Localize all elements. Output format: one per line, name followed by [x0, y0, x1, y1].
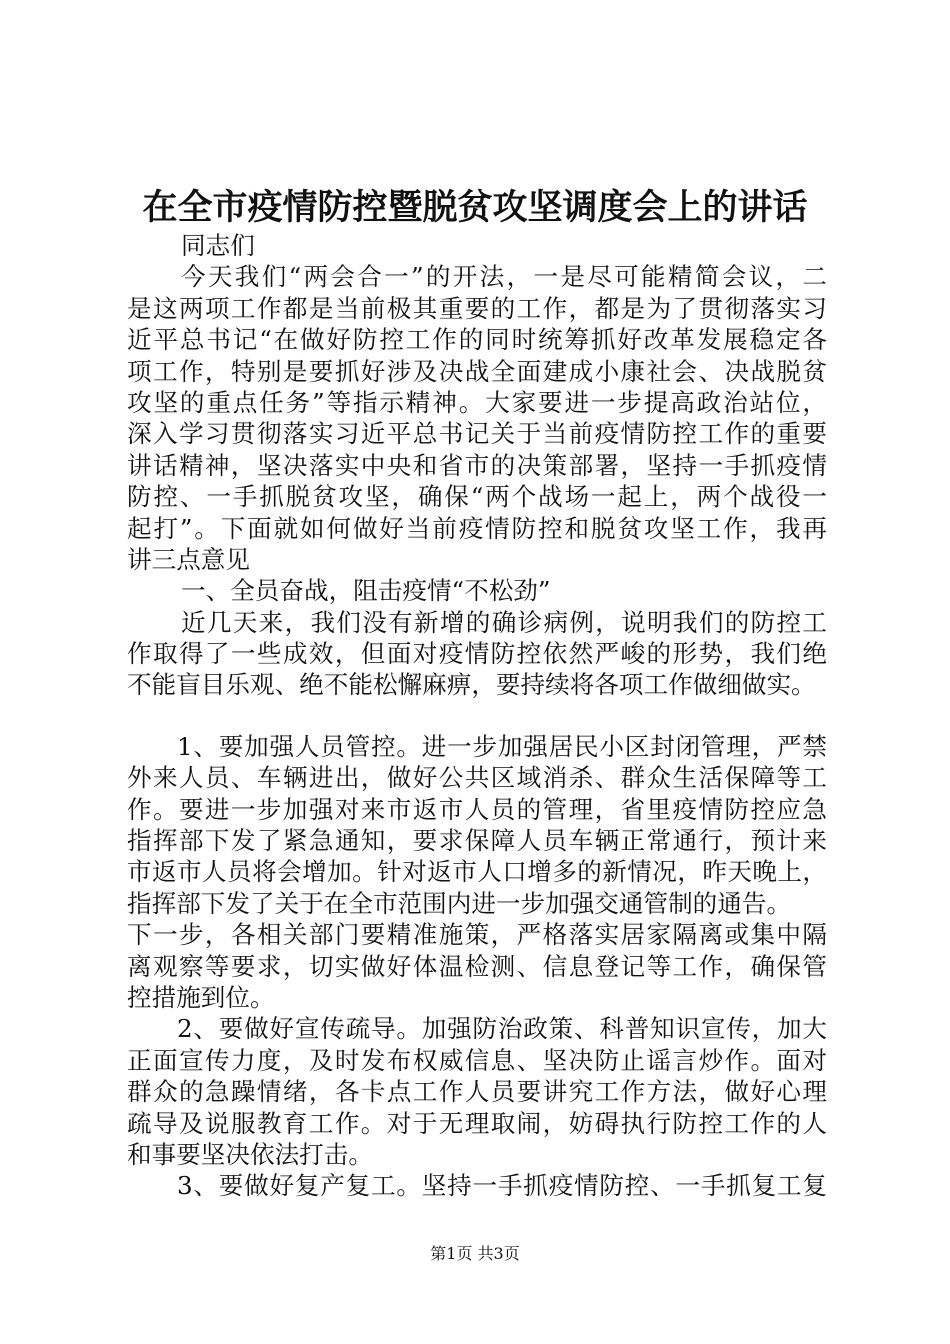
paragraph-line: 起打”。下面就如何做好当前疫情防控和脱贫攻坚工作，我再 [127, 513, 827, 543]
paragraph-line: 讲话精神，坚决落实中央和省市的决策部署，坚持一手抓疫情 [127, 450, 827, 480]
paragraph-line: 市返市人员将会增加。针对返市人口增多的新情况，昨天晚上， [127, 857, 827, 887]
paragraph-line: 深入学习贯彻落实习近平总书记关于当前疫情防控工作的重要 [127, 419, 827, 449]
paragraph-line: 控措施到位。 [127, 982, 275, 1012]
paragraph-line: 下一步，各相关部门要精准施策，严格落实居家隔离或集中隔 [127, 920, 827, 950]
paragraph-line: 群众的急躁情绪，各卡点工作人员要讲究工作方法，做好心理 [127, 1077, 827, 1107]
document-body [127, 230, 827, 1202]
paragraph-line: 近几天来，我们没有新增的确诊病例，说明我们的防控工 [181, 607, 827, 637]
document-title: 在全市疫情防控暨脱贫攻坚调度会上的讲话 [142, 187, 808, 228]
paragraph-line: 指挥部下发了关于在全市范围内进一步加强交通管制的通告。 [127, 888, 792, 918]
paragraph-line: 不能盲目乐观、绝不能松懈麻痹，要持续将各项工作做细做实。 [127, 670, 816, 700]
paragraph-line: 疏导及说服教育工作。对于无理取闹，妨碍执行防控工作的人 [127, 1108, 827, 1138]
paragraph-line: 3、要做好复产复工。坚持一手抓疫情防控、一手抓复工复 [177, 1171, 827, 1201]
paragraph-line: 指挥部下发了紧急通知，要求保障人员车辆正常通行，预计来 [127, 826, 827, 856]
paragraph-line: 近平总书记“在做好防控工作的同时统筹抓好改革发展稳定各 [127, 325, 827, 355]
section-heading: 一、全员奋战，阻击疫情“不松劲” [181, 576, 551, 606]
paragraph-line: 离观察等要求，切实做好体温检测、信息登记等工作，确保管 [127, 951, 827, 981]
paragraph-line: 讲三点意见 [127, 544, 250, 574]
paragraph-line: 今天我们“两会合一”的开法，一是尽可能精简会议，二 [181, 262, 827, 292]
paragraph-line: 2、要做好宣传疏导。加强防治政策、科普知识宣传，加大 [177, 1014, 827, 1044]
paragraph-line: 防控、一手抓脱贫攻坚，确保“两个战场一起上，两个战役一 [127, 482, 827, 512]
salutation-line: 同志们 [181, 231, 255, 260]
paragraph-line: 作。要进一步加强对来市返市人员的管理，省里疫情防控应急 [127, 794, 827, 824]
paragraph-line: 1、要加强人员管控。进一步加强居民小区封闭管理，严禁 [177, 731, 827, 761]
paragraph-line: 外来人员、车辆进出，做好公共区域消杀、群众生活保障等工 [127, 763, 827, 793]
page-footer: 第1页 共3页 [430, 1244, 520, 1263]
paragraph-line: 和事要坚决依法打击。 [127, 1139, 373, 1169]
paragraph-gap [127, 701, 827, 731]
paragraph-line: 攻坚的重点任务”等指示精神。大家要进一步提高政治站位， [127, 387, 827, 417]
paragraph-line: 作取得了一些成效，但面对疫情防控依然严峻的形势，我们绝 [127, 639, 827, 669]
paragraph-line: 项工作，特别是要抓好涉及决战全面建成小康社会、决战脱贫 [127, 356, 827, 386]
paragraph-line: 是这两项工作都是当前极其重要的工作，都是为了贯彻落实习 [127, 293, 827, 323]
paragraph-line: 正面宣传力度，及时发布权威信息、坚决防止谣言炒作。面对 [127, 1045, 827, 1075]
